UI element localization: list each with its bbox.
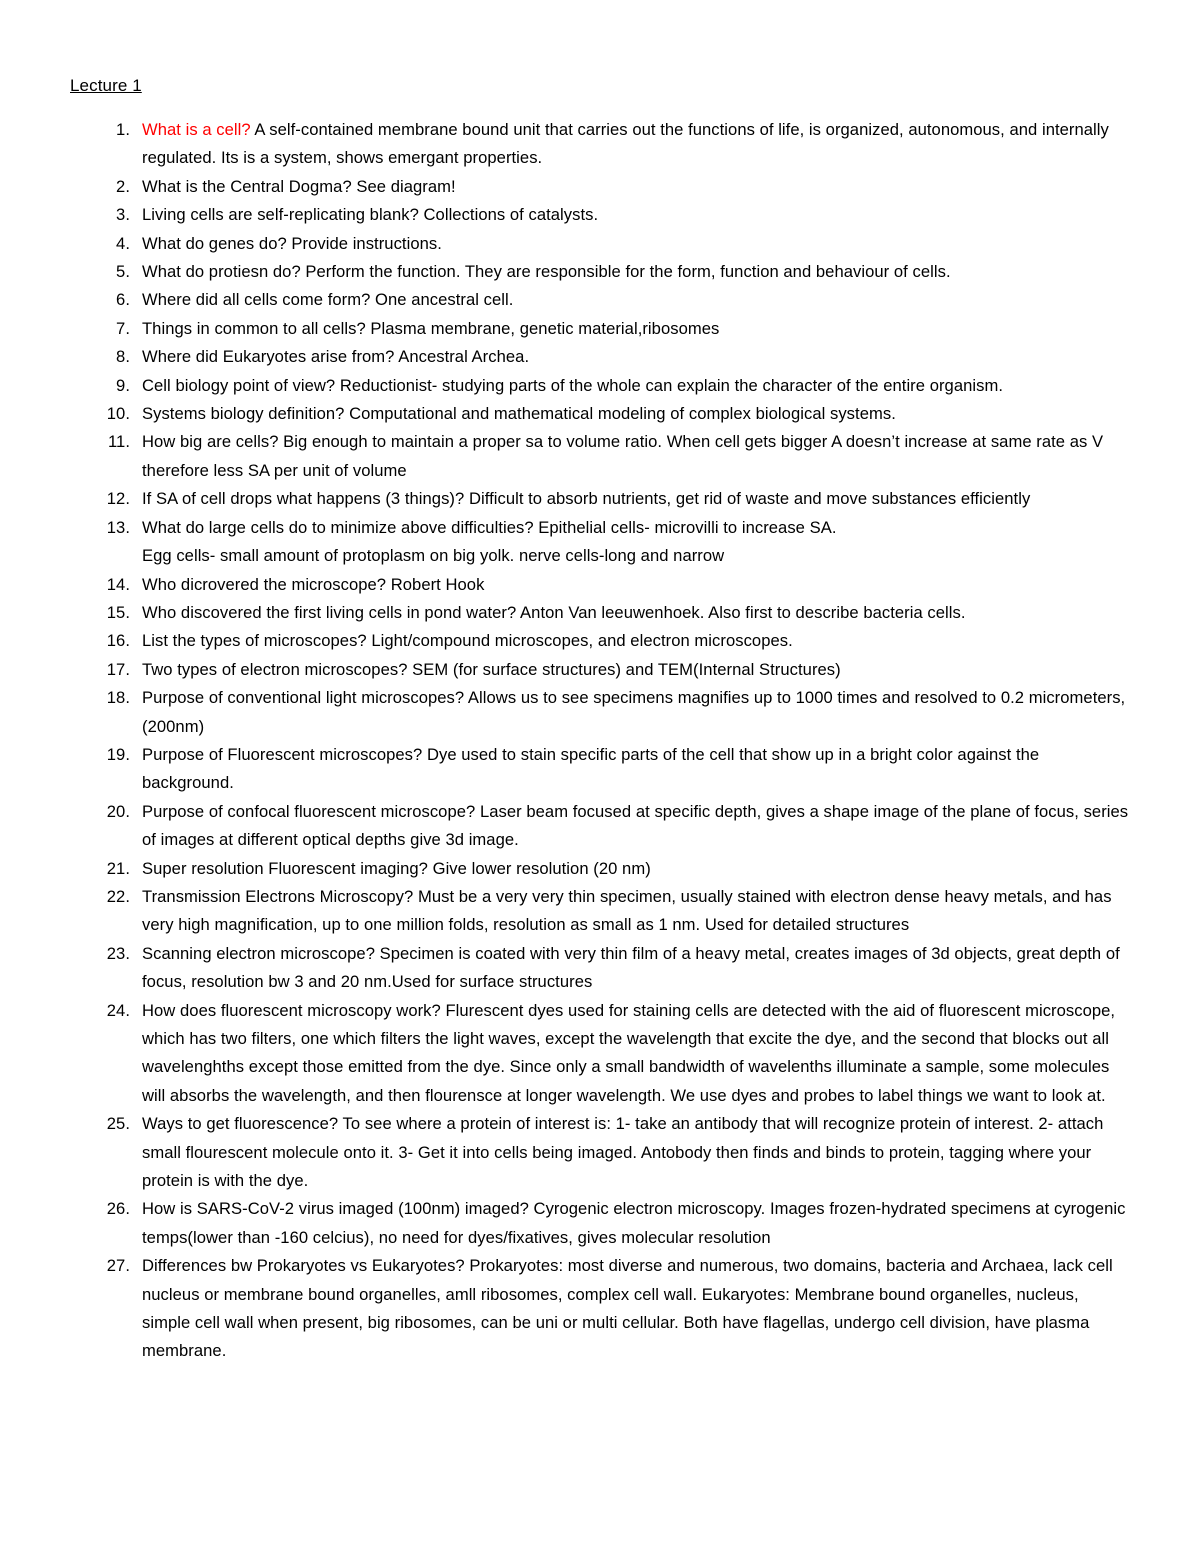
question-text: Systems biology definition? xyxy=(142,404,345,424)
question-text: What do genes do? xyxy=(142,233,287,253)
answer-text: Flurescent dyes used for staining cells are detected with the aid of fluorescent microscope, which has two filters, one which filters the light waves, except the wavelength that excite the dye, and the second that blocks out all wavelenghths except those emitted from the dye. Since only a small bandwidth of wavelenths illuminate a sample, some molecules will absorbs the wavelength, and then flourensce at longer wavelength. We use dyes and probes to label things we want to look at. xyxy=(142,1000,1116,1105)
question-text: What do protiesn do? xyxy=(142,262,301,282)
answer-text: Reductionist- studying parts of the whole can explain the character of the entire organism. xyxy=(335,375,1004,395)
list-item xyxy=(0,258,1200,286)
answer-text: Computational and mathematical modeling of complex biological systems. xyxy=(344,404,896,424)
question-text: Living cells are self-replicating blank? xyxy=(142,205,419,225)
list-item xyxy=(0,201,1200,229)
question-list xyxy=(0,116,1200,1366)
list-item xyxy=(0,1110,1200,1195)
item-number-label: 17. xyxy=(106,659,130,679)
item-number-label: 2. xyxy=(116,176,130,196)
item-number-label: 20. xyxy=(106,801,130,821)
answer-text: One ancestral cell. xyxy=(370,290,514,310)
item-number-label: 21. xyxy=(106,858,130,878)
question-text: Differences bw Prokaryotes vs Eukaryotes? xyxy=(142,1256,465,1276)
list-item xyxy=(0,116,1200,173)
answer-text: Collections of catalysts. xyxy=(418,205,599,225)
question-text: Two types of electron microscopes? xyxy=(142,659,408,679)
page-title: Lecture 1 xyxy=(70,76,142,95)
answer-text: Anton Van leeuwenhoek. Also first to describe bacteria cells. xyxy=(516,602,966,622)
answer-text: Robert Hook xyxy=(386,574,485,594)
item-number-label: 16. xyxy=(106,631,130,651)
item-number-label: 26. xyxy=(106,1199,130,1219)
answer-text: Specimen is coated with very thin film of a heavy metal, creates images of 3d objects, great depth of focus, resolution bw 3 and 20 nm.Used for surface structures xyxy=(142,943,1120,992)
answer-text: Difficult to absorb nutrients, get rid of waste and move substances efficiently xyxy=(464,489,1031,509)
item-number-label: 22. xyxy=(106,886,130,906)
item-number-label: 7. xyxy=(116,318,130,338)
item-number-label: 4. xyxy=(116,233,130,253)
list-item xyxy=(0,1195,1200,1252)
item-number-label: 9. xyxy=(116,375,130,395)
question-text: Purpose of confocal fluorescent microscope? xyxy=(142,801,476,821)
item-number-label: 15. xyxy=(106,602,130,622)
answer-text: Must be a very very thin specimen, usually stained with electron dense heavy metals, and has very high magnification, up to one million folds, resolution as small as 1 nm. Used for detailed structures xyxy=(142,886,1112,935)
list-item xyxy=(0,485,1200,513)
list-item xyxy=(0,173,1200,201)
question-text: Scanning electron microscope? xyxy=(142,943,375,963)
list-item xyxy=(0,571,1200,599)
answer-text: Provide instructions. xyxy=(286,233,442,253)
answer-text: Big enough to maintain a proper sa to volume ratio. When cell gets bigger A doesn’t increase at same rate as V therefore less SA per unit of volume xyxy=(142,432,1104,480)
list-item xyxy=(0,286,1200,314)
item-number-label: 8. xyxy=(116,347,130,367)
item-number-label: 12. xyxy=(106,489,130,509)
list-item xyxy=(0,940,1200,997)
list-item xyxy=(0,741,1200,798)
question-text: Ways to get fluorescence? xyxy=(142,1114,339,1134)
list-item xyxy=(0,627,1200,655)
item-number-label: 18. xyxy=(106,688,130,708)
question-text: What is the Central Dogma? xyxy=(142,176,352,196)
question-text: Where did Eukaryotes arise from? xyxy=(142,347,395,367)
answer-text: To see where a protein of interest is: 1- take an antibody that will recognize protein of interest. 2- attach small flourescent molecule onto it. 3- Get it into cells being imaged. Antobody then finds and binds to protein, tagging where your protein is with the dye. xyxy=(142,1114,1104,1191)
question-text: Super resolution Fluorescent imaging? xyxy=(142,858,428,878)
list-item xyxy=(0,798,1200,855)
list-item xyxy=(0,343,1200,371)
question-text: How is SARS-CoV-2 virus imaged (100nm) imaged? xyxy=(142,1199,529,1219)
list-item xyxy=(0,1252,1200,1366)
answer-text: Perform the function. They are responsible for the form, function and behaviour of cells. xyxy=(300,262,951,282)
list-item xyxy=(0,684,1200,741)
answer-text: Prokaryotes: most diverse and numerous, two domains, bacteria and Archaea, lack cell nucleus or membrane bound organelles, amll ribosomes, complex cell wall. Eukaryotes: Membrane bound organelles, nucleus, simple cell wall when present, big ribosomes, can be uni or multi cellular. Both have flagellas, undergo cell division, have plasma membrane. xyxy=(142,1256,1113,1361)
answer-text: Give lower resolution (20 nm) xyxy=(427,858,651,878)
list-item xyxy=(0,599,1200,627)
question-text: Where did all cells come form? xyxy=(142,290,371,310)
question-text: Who discovered the first living cells in pond water? xyxy=(142,602,517,622)
question-text: Purpose of conventional light microscopes? xyxy=(142,688,465,708)
question-text: Cell biology point of view? xyxy=(142,375,336,395)
answer-continuation: Egg cells- small amount of protoplasm on big yolk. nerve cells-long and narrow xyxy=(142,546,725,566)
item-number-label: 3. xyxy=(116,205,130,225)
question-text: If SA of cell drops what happens (3 things)? xyxy=(142,489,465,509)
question-text: How big are cells? xyxy=(142,432,279,452)
answer-text: Allows us to see specimens magnifies up to 1000 times and resolved to 0.2 micrometers,(200nm) xyxy=(142,688,1126,736)
list-item xyxy=(0,656,1200,684)
answer-text: SEM (for surface structures) and TEM(Internal Structures) xyxy=(407,659,841,679)
item-number-label: 5. xyxy=(116,262,130,282)
list-item xyxy=(0,997,1200,1111)
answer-text: See diagram! xyxy=(351,176,456,196)
item-number-label: 13. xyxy=(106,517,130,537)
list-item xyxy=(0,230,1200,258)
answer-text: Plasma membrane, genetic material,ribosomes xyxy=(365,318,720,338)
list-item xyxy=(0,372,1200,400)
answer-text: Light/compound microscopes, and electron microscopes. xyxy=(366,631,793,651)
question-text: What is a cell? xyxy=(142,120,251,139)
list-item xyxy=(0,514,1200,571)
answer-text: Dye used to stain specific parts of the cell that show up in a bright color against the background. xyxy=(142,744,1040,793)
list-item xyxy=(0,315,1200,343)
question-text: Things in common to all cells? xyxy=(142,318,366,338)
answer-text: Laser beam focused at specific depth, gives a shape image of the plane of focus, series of images at different optical depths give 3d image. xyxy=(142,801,1129,850)
question-text: Who dicrovered the microscope? xyxy=(142,574,387,594)
list-item xyxy=(0,883,1200,940)
item-number-label: 6. xyxy=(116,290,130,310)
answer-text: Epithelial cells- microvilli to increase SA. xyxy=(533,517,837,537)
item-number-label: 10. xyxy=(106,404,130,424)
list-item xyxy=(0,855,1200,883)
list-item xyxy=(0,428,1200,485)
answer-text: Cyrogenic electron microscopy. Images frozen-hydrated specimens at cyrogenic temps(lower than -160 celcius), no need for dyes/fixatives, gives molecular resolution xyxy=(142,1199,1126,1247)
item-number-label: 14. xyxy=(106,574,130,594)
question-text: Transmission Electrons Microscopy? xyxy=(142,886,414,906)
question-text: How does fluorescent microscopy work? xyxy=(142,1000,441,1020)
item-number-label: 24. xyxy=(106,1000,130,1020)
answer-text: A self-contained membrane bound unit that carries out the functions of life, is organized, autonomous, and internally regulated. Its is a system, shows emergant properties. xyxy=(142,120,1109,168)
list-item xyxy=(0,400,1200,428)
item-number-label: 1. xyxy=(116,120,130,139)
question-text: What do large cells do to minimize above difficulties? xyxy=(142,517,534,537)
question-text: Purpose of Fluorescent microscopes? xyxy=(142,744,423,764)
item-number-label: 23. xyxy=(106,943,130,963)
item-number-label: 25. xyxy=(106,1114,130,1134)
answer-text: Ancestral Archea. xyxy=(394,347,530,367)
item-number-label: 27. xyxy=(106,1256,130,1276)
question-text: List the types of microscopes? xyxy=(142,631,367,651)
item-number-label: 11. xyxy=(108,432,130,452)
item-number-label: 19. xyxy=(106,744,130,764)
